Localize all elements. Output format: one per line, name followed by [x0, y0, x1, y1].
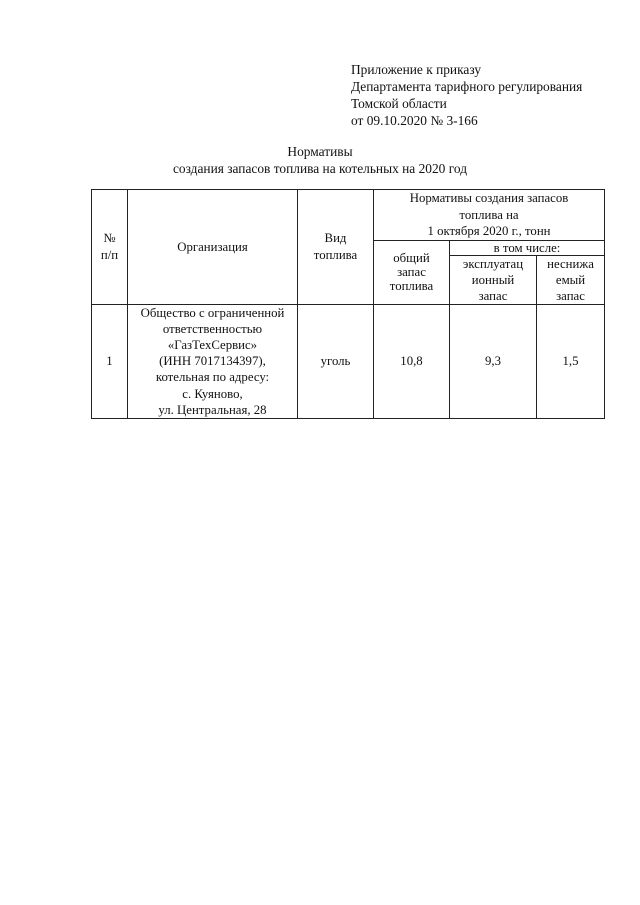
header-text: общий [393, 251, 430, 265]
org-line: «ГазТехСервис» [167, 337, 258, 352]
table-row [92, 304, 605, 418]
title-line: создания запасов топлива на котельных на 2020 год [172, 161, 468, 176]
header-text: 1 октября 2020 г., тонн [427, 224, 551, 238]
cell-organization [128, 304, 298, 418]
org-line: с. Куяново, [182, 386, 243, 401]
header-text: Нормативы создания запасов [409, 191, 569, 205]
org-line: ул. Центральная, 28 [158, 402, 267, 417]
header-text: запас [397, 265, 426, 279]
title-line: Нормативы [287, 144, 353, 159]
org-line: (ИНН 7017134397), [159, 354, 266, 369]
header-organization: Организация [128, 190, 298, 305]
header-total-stock [374, 240, 450, 304]
cell-total-stock: 10,8 [374, 304, 450, 418]
header-text: Вид [324, 231, 347, 246]
document-title [0, 143, 640, 177]
org-line: котельная по адресу: [155, 370, 270, 385]
header-text: ионный [471, 272, 515, 287]
appendix-line: Томской области [351, 96, 447, 111]
norms-table [91, 189, 605, 419]
header-norms [374, 190, 605, 241]
header-text: эксплуатац [462, 256, 524, 271]
org-line: ответственностью [162, 321, 263, 336]
header-text: топлива [313, 247, 358, 262]
header-nonreducible-stock [537, 255, 605, 304]
header-text: неснижа [547, 256, 594, 271]
header-operational-stock [450, 255, 537, 304]
cell-fuel-type: уголь [298, 304, 374, 418]
appendix-line: от 09.10.2020 № 3-166 [351, 113, 478, 128]
header-text: запас [478, 288, 508, 303]
cell-number: 1 [92, 304, 128, 418]
header-number [92, 190, 128, 305]
header-text: п/п [100, 247, 119, 262]
appendix-header [351, 61, 582, 129]
header-text: топлива [389, 279, 434, 293]
header-text: топлива на [459, 207, 519, 222]
cell-operational-stock: 9,3 [450, 304, 537, 418]
appendix-line: Департамента тарифного регулирования [351, 79, 583, 94]
header-including: в том числе: [450, 240, 605, 255]
org-line: Общество с ограниченной [140, 305, 285, 320]
appendix-line: Приложение к приказу [351, 62, 482, 77]
header-text: № [103, 231, 116, 246]
cell-nonreducible-stock: 1,5 [537, 304, 605, 418]
header-text: емый [555, 272, 586, 287]
header-text: запас [556, 288, 585, 303]
header-fuel-type [298, 190, 374, 305]
